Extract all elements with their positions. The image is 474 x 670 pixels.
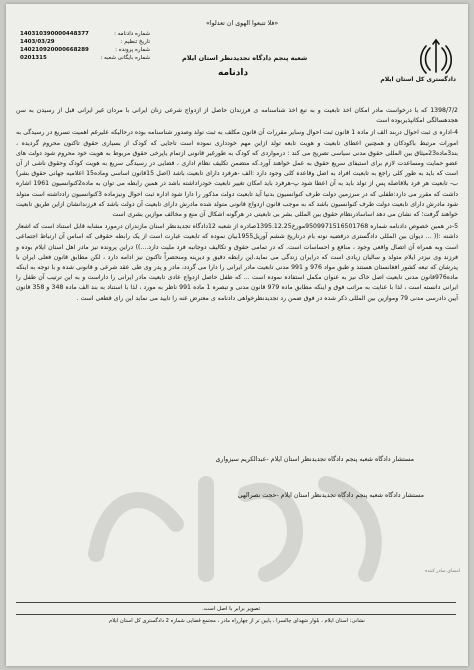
iran-emblem-icon (416, 38, 456, 78)
paragraph-2: 4-اداره ی ثبت احوال دربند الف از ماده 1 قانون ثبت احوال وسایر مقررات آن قانون مکلف به ثبت تولد وصدور شناسنامه بوده درحالیکه علیرغم اهمیت تسریع در رسیدگی به امورات مرتبط باکودکان و همچنین اعطای تابعیت و هویت تابعه تولد ازاین مهم خودداری نموده است تاجایی که کودک از بسیاری حقوق تاکنون محروم گردیده ، بند3ماده23میثاق بین المللی حقوق مدنی سیاسی تصریح می کند : درمواردی که کودک به طورغیر قانونی ازتمام یاپرخی حقوق مربوط به هویت خود محروم شود دولت های عضو حمایت ومساعدت لازم برای استیفای سریع حقوق به عمل خواهند آورد.که متضمن تکلیف نظام اداری ، قضایی در رسیدگی سریع به هویت کودک وحقوق ناشی از آن است که باید به طور کلی راجع به تابعیت افراد به اصل وقاعده کلی وجود دارد :الف -هرفرد دارای تابعیت باشد (اصل 15قانون اساسی وماده15 اعلامیه جهانی حقوق بشر) ب- تابعیت هر فرد بلافاصله پس از تولد باید به آن اعطا شود پ-هرفرد باید امکان تغییر تابعیت خودراداشته باشد در همین رابطه می توان به ماده2کنوانسیون 1961 اشاره داشت که مقرر می دارد:طفلی که در سرزمین دولت طرف کنوانسیون بدنیا آید تابعیت دولت مذکور را دارا شود اداره ثبت احوال ونیزماده 3کنوانسیون رادداشته است متولد شود مادرش دارای تابعیت دولت طرف کنوانسیون باشد که به موجب قانون ازدواج قانونی متولد شده مادرش دارای تابعیت آن دولت باشد که فرزندانشان ازاین طریق تابعیت خواهند گرفت؛ که نشان می دهد اساسادرنظام حقوق بین المللی بشر بی تابعیتی در هرگونه اشکال آن منع و مخالف موازین بشری است (16, 129, 459, 219)
document-page (6, 4, 468, 666)
signature-counsellor-2: مستشار دادگاه شعبه پنجم دادگاه تجدیدنظر استان ایلام -حجت نصرالهی (237, 492, 424, 499)
signature-counsellor-1: مستشار دادگاه شعبه پنجم دادگاه تجدیدنظر استان ایلام -عبدالکریم سبزواری (215, 456, 414, 463)
issuer-signature-caption: امضای صادر کننده (425, 569, 460, 574)
case-metadata (20, 30, 150, 62)
meta-value: 140210920000668289 (20, 47, 89, 53)
meta-row-date (20, 38, 150, 46)
meta-row-verdict-number (20, 30, 150, 38)
meta-row-archive-number (20, 54, 150, 62)
verdict-body (16, 106, 458, 306)
meta-value: 0201315 (20, 55, 47, 61)
true-copy-label: تصویر برابر با اصل است. (202, 606, 261, 612)
paragraph-3: 5-در همین خصوص دادنامه شماره 9509971516501768مورخ1395.12.25صادره از شعبه 12دادگاه تجدیدنظر استان مازندران درمورد مشابه قابل استناد است که اشعار داشته :(( ... دیوان بین المللی دادگستری درقضیه نوته بام درتاریخ ششم آوریل1955بیان نموده که تابعیت عبارت است از یک رابطه حقوقی که اساس آن ارتباط اجتماعی است وبه همراه آن اتصال واقعی وجود ، منافع و احساسات است. که در تمامی حقوق و تکالیف دوجانبه فرد ملیت دارد....)) دراین پرونده نیز مادر اهل استان ایلام بوده و فرزند وی نیزدر ایلام متولد و سالیان زیادی است که درایران زندگی می نماید.این رابطه دقیق و دیرینه ومنحصراً تاکنون نیز ادامه دارد ، لکن مطابق قانون فعلی ایران با پدرشان که تبعه کشور افغانستان هستند و طبق مواد 976 و 991 مدنی تابعیت مادر ایرانی را دارا می گردد، مادر و پدر وی طی عقد شرعی و قانونی شده و با توجه به اینکه ماده976قانون مدنی تابعیت اصل خاک نیز به عنوان مکمل استفاده نموده است ... که طفل حاصل ازدواج عادی تابعیت مادر ایرانی را داراست و به این ترتیب آن طفل را ایرانی دانسته است ، لذا با عنایت به مراتب فوق و اینکه مطابق ماده 979 قانون مدنی و تبصره 1 ماده 991 ناظر به مورد ، لذا با استناد به بند الف ماده 348 و 358 قانون آیین دادرسی مدنی 79 وموازین بین المللی ذکر شده در فوق ضمن رد تجدیدنظرخواهی دادنامه ی معترض عنه را تایید می نماید این رای قطعی است . (16, 223, 459, 302)
court-address: نشانی: استان ایلام ، بلوار شهدای چالسرا ، پایین تر از چهارراه مادر ، مجتمع قضایی شماره 2 دادگستری کل استان ایلام (109, 618, 365, 624)
document-title: دادنامه (218, 68, 249, 78)
meta-label: شماره بایگانی شعبه : (100, 55, 150, 61)
meta-label: تاریخ تنظیم : (120, 39, 150, 45)
divider (16, 614, 456, 615)
meta-row-case-number (20, 46, 150, 54)
paragraph-1: 1398/7/2 که با درخواست مادر امکان اخذ تابعیت و به تبع اخذ شناسنامه ی فرزندان حاصل از ازدواج شرعی زنان ایرانی با مردان غیر ایرانی قبل از رسیدن به سن هجدهسالگی امکانپذیربوده است (16, 107, 458, 125)
court-name: شعبه پنجم دادگاه تجدیدنظر استان ایلام (182, 54, 308, 62)
meta-label: شماره پرونده : (115, 47, 150, 53)
meta-value: 1403/03/29 (20, 39, 55, 45)
quran-verse: «فلا تتبعوا الهوی ان تعدلوا» (206, 20, 279, 27)
organization-name: دادگستری کل استان ایلام (380, 76, 456, 83)
divider (16, 602, 456, 603)
meta-value: 140310390000448377 (20, 31, 89, 37)
meta-label: شماره دادنامه : (114, 31, 150, 37)
